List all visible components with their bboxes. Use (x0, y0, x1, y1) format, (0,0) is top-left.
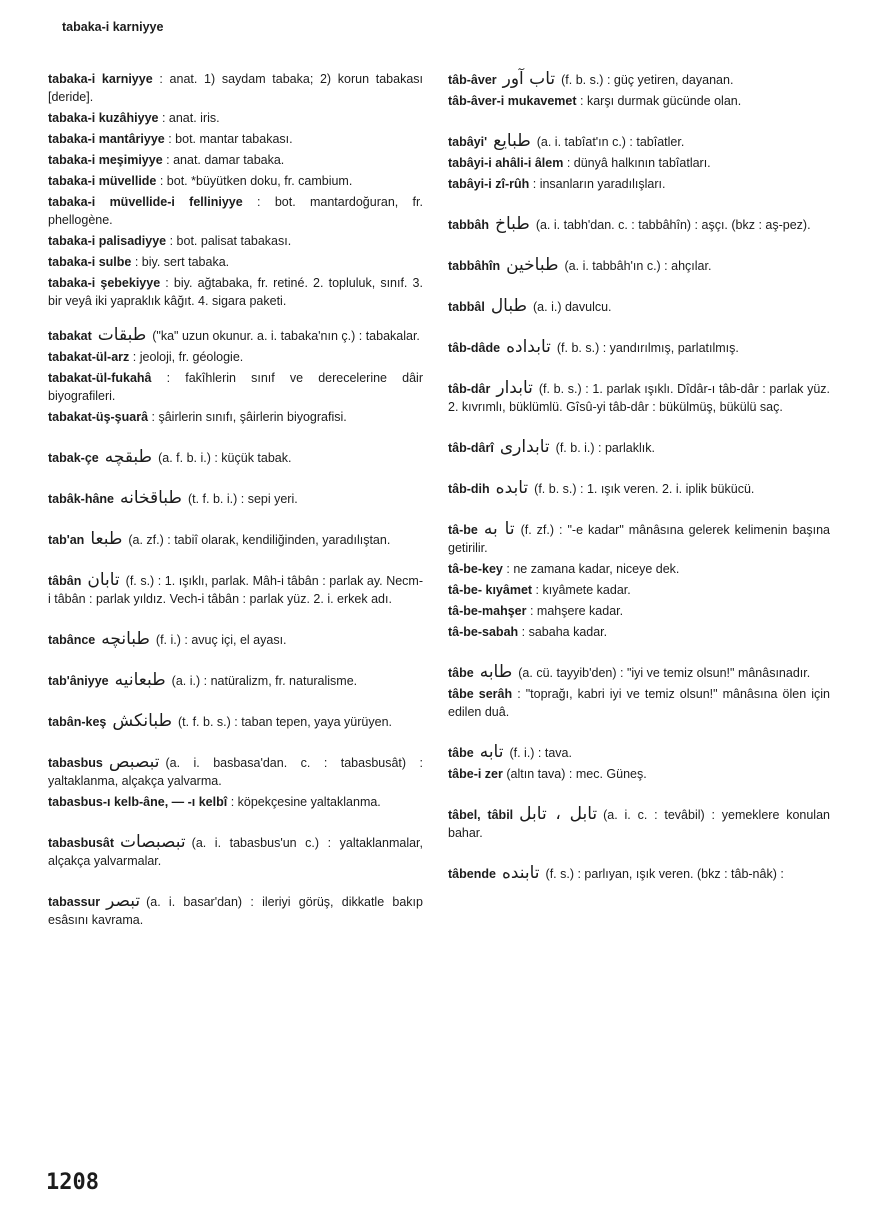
dictionary-entry (448, 256, 830, 275)
dictionary-entry (48, 109, 423, 127)
entry-definition: (a. i. basar'dan) : ileriyi görüş, dikkatle bakıp esâsını kavrama. (48, 895, 423, 927)
entry-arabic-script: طبانچه (101, 629, 150, 649)
entry-definition: : anat. 1) saydam tabaka; 2) korun tabakası [deride]. (48, 72, 424, 104)
entry-arabic-script: طباخ (494, 214, 530, 234)
entry-arabic-script: طبعا (90, 529, 123, 549)
dictionary-entry (448, 864, 830, 883)
entry-definition: (f. b. i.) : parlaklık. (555, 441, 655, 455)
dictionary-entry (48, 326, 423, 345)
entry-arabic-script: طبقچه (104, 447, 153, 467)
entry-headword: tabbâl (448, 300, 485, 314)
entry-headword: tab'an (48, 533, 85, 547)
running-head: tabaka-i karniyye (62, 20, 164, 34)
left-column (48, 70, 423, 932)
entry-definition: : biy. ağtabaka, fr. retiné. 2. topluluk, sınıf. 3. bir veyâ iki yapraklık kâğıt. 4. sigara paketi. (48, 276, 423, 308)
dictionary-entry (48, 193, 423, 229)
entry-definition: (f. b. s.) : yandırılmış, parlatılmış. (556, 341, 739, 355)
entry-headword: tâb-dâr (448, 382, 491, 396)
entry-headword: tâb-âver-i mukavemet (448, 94, 577, 108)
entry-arabic-script: طباقخانه (120, 488, 182, 508)
entry-headword: tâbe (448, 746, 474, 760)
entry-definition: : anat. iris. (161, 111, 220, 125)
dictionary-entry (48, 151, 423, 169)
entry-definition: (a. zf.) : tabiî olarak, kendiliğinden, yaradılıştan. (128, 533, 391, 547)
dictionary-entry (448, 560, 830, 578)
dictionary-entry (48, 448, 423, 467)
entry-headword: tabâyi-i zî-rûh (448, 177, 530, 191)
entry-headword: tabaka-i müvellide (48, 174, 157, 188)
entry-definition: : bot. *büyütken doku, fr. cambium. (159, 174, 353, 188)
entry-definition: ("ka" uzun okunur. a. i. tabaka'nın ç.) : tabakalar. (152, 329, 420, 343)
entry-headword: tabaka-i mantâriyye (48, 132, 165, 146)
entry-headword: tâ-be-sabah (448, 625, 519, 639)
right-column (448, 70, 830, 886)
entry-arabic-script: طبایع (493, 131, 531, 151)
entry-headword: tabasbusât (48, 836, 114, 850)
dictionary-entry (448, 92, 830, 110)
entry-definition: (f. s.) : 1. ışıklı, parlak. Mâh-i tâbân : parlak ay. Necm-i tâbân : parlak yıldız. Vech-i tâbân : parlak yüz. 2. i. erkek adı. (48, 574, 423, 606)
entry-headword: tâb-âver (448, 73, 497, 87)
dictionary-entry (48, 489, 423, 508)
dictionary-entry (48, 253, 423, 271)
entry-headword: tâbel, tâbil (448, 808, 514, 822)
dictionary-entry (48, 753, 423, 790)
entry-definition: (f. b. s.) : güç yetiren, dayanan. (561, 73, 734, 87)
page-number: 1208 (46, 1170, 99, 1195)
entry-arabic-script: تابان (87, 570, 120, 590)
entry-headword: tabaka-i karniyye (48, 72, 153, 86)
entry-headword: tâbe-i zer (448, 767, 503, 781)
entry-definition: (f. zf.) : "-e kadar" mânâsına gelerek kelimenin başına getirilir. (448, 523, 830, 555)
entry-definition: (a. i. basbasa'dan. c. : tabasbusât) : yaltaklanma, alçakça yalvarma. (48, 756, 423, 788)
entry-definition: : insanların yaradılışları. (532, 177, 666, 191)
entry-headword: tabaka-i şebekiyye (48, 276, 161, 290)
entry-headword: tâbe (448, 666, 474, 680)
entry-headword: tabaka-i meşimiyye (48, 153, 163, 167)
dictionary-entry (48, 671, 423, 690)
entry-definition: (a. i. tabasbus'un c.) : yaltaklanmalar, alçakça yalvarmalar. (48, 836, 423, 868)
entry-definition: : bot. mantar tabakası. (168, 132, 293, 146)
entry-arabic-script: تاب آور (502, 69, 556, 89)
entry-definition: : "toprağı, kabri iyi ve temiz olsun!" mânâsına ölen için edilen duâ. (448, 687, 830, 719)
entry-definition: (f. i.) : tava. (509, 746, 572, 760)
dictionary-entry (48, 833, 423, 870)
entry-arabic-script: طبانکش (112, 711, 172, 731)
dictionary-entry (48, 172, 423, 190)
entry-headword: tabbâhîn (448, 259, 501, 273)
entry-arabic-script: تابداده (506, 337, 551, 357)
entry-arabic-script: طبقات (97, 325, 147, 345)
entry-arabic-script: تابل ، تابل (519, 804, 598, 824)
entry-arabic-script: طباخين (506, 255, 559, 275)
dictionary-entry (48, 70, 423, 106)
dictionary-entry (448, 215, 830, 234)
entry-headword: tabânce (48, 633, 96, 647)
entry-headword: tâbe serâh (448, 687, 513, 701)
entry-headword: tabâyi-i ahâli-i âlem (448, 156, 564, 170)
entry-headword: tabâk-hâne (48, 492, 114, 506)
dictionary-entry (448, 743, 830, 762)
dictionary-entry (448, 154, 830, 172)
entry-arabic-script: تبصبص (108, 752, 160, 772)
dictionary-entry (448, 175, 830, 193)
entry-arabic-script: تابداری (499, 437, 550, 457)
entry-definition: : dünyâ halkının tabîatları. (566, 156, 711, 170)
entry-headword: tabân-keş (48, 715, 107, 729)
entry-definition: (a. i.) : natüralizm, fr. naturalisme. (171, 674, 358, 688)
dictionary-entry (48, 793, 423, 811)
entry-headword: tabakat-üş-şuarâ (48, 410, 149, 424)
entry-definition: (f. i.) : avuç içi, el ayası. (155, 633, 287, 647)
entry-definition: : köpekçesine yaltaklanma. (230, 795, 381, 809)
dictionary-entry (48, 530, 423, 549)
dictionary-entry (48, 571, 423, 608)
entry-definition: : jeoloji, fr. géologie. (132, 350, 244, 364)
entry-definition: : anat. damar tabaka. (166, 153, 285, 167)
dictionary-entry (448, 805, 830, 842)
entry-definition: (a. i. tabbâh'ın c.) : ahçılar. (564, 259, 712, 273)
dictionary-entry (448, 479, 830, 498)
entry-definition: (f. b. s.) : 1. ışık veren. 2. i. iplik bükücü. (534, 482, 755, 496)
dictionary-entry (448, 70, 830, 89)
entry-definition: : kıyâmete kadar. (535, 583, 631, 597)
entry-definition: : karşı durmak gücünde olan. (580, 94, 742, 108)
dictionary-entry (48, 130, 423, 148)
entry-definition: (a. i.) davulcu. (533, 300, 612, 314)
entry-definition: : bot. mantardoğuran, fr. phellogène. (48, 195, 423, 227)
entry-headword: tabakat-ül-fukahâ (48, 371, 152, 385)
dictionary-entry (448, 132, 830, 151)
dictionary-entry (448, 438, 830, 457)
dictionary-entry (448, 765, 830, 783)
dictionary-entry (448, 602, 830, 620)
entry-definition: (f. b. s.) : 1. parlak ışıklı. Dîdâr-ı tâb-dâr : parlak yüz. 2. kıvrımlı, büklümlü. Gîsû-yi tâb-dâr : bükülmüş, bükülü saç. (448, 382, 830, 414)
dictionary-entry (448, 520, 830, 557)
entry-definition: (a. i. tabh'dan. c. : tabbâhîn) : aşçı. (bkz : aş-pez). (535, 218, 811, 232)
entry-definition: : ne zamana kadar, niceye dek. (506, 562, 680, 576)
entry-headword: tâbende (448, 867, 496, 881)
entry-arabic-script: طابه (479, 662, 513, 682)
entry-arabic-script: تابنده (501, 863, 540, 883)
dictionary-entry (48, 892, 423, 929)
entry-headword: tâb-dâde (448, 341, 501, 355)
entry-definition: : şâirlerin sınıfı, şâirlerin biyografisi. (151, 410, 347, 424)
entry-headword: tabassur (48, 895, 101, 909)
entry-definition: (f. s.) : parlıyan, ışık veren. (bkz : tâb-nâk) : (545, 867, 784, 881)
entry-headword: tabak-çe (48, 451, 99, 465)
entry-arabic-script: طبعانیه (114, 670, 166, 690)
dictionary-entry (48, 369, 423, 405)
dictionary-entry (448, 297, 830, 316)
entry-arabic-script: تبصبصات (120, 832, 186, 852)
entry-headword: tâ-be- kıyâmet (448, 583, 533, 597)
entry-definition: : sabaha kadar. (521, 625, 608, 639)
dictionary-entry (448, 623, 830, 641)
entry-headword: tâb-dih (448, 482, 490, 496)
entry-headword: tâ-be-mahşer (448, 604, 527, 618)
dictionary-entry (48, 408, 423, 426)
dictionary-entry (448, 663, 830, 682)
entry-definition: : bot. palisat tabakası. (169, 234, 292, 248)
dictionary-entry (448, 379, 830, 416)
entry-headword: tabaka-i müvellide-i felliniyye (48, 195, 243, 209)
entry-headword: tabbâh (448, 218, 489, 232)
entry-arabic-script: تا به (483, 519, 515, 539)
entry-headword: tabakat (48, 329, 92, 343)
entry-headword: tabâyi' (448, 135, 488, 149)
dictionary-entry (48, 630, 423, 649)
entry-headword: tâbân (48, 574, 82, 588)
entry-arabic-script: تابده (495, 478, 529, 498)
entry-headword: tabaka-i kuzâhiyye (48, 111, 159, 125)
entry-definition: (altın tava) : mec. Güneş. (506, 767, 647, 781)
entry-headword: tab'âniyye (48, 674, 109, 688)
entry-arabic-script: تابه (479, 742, 504, 762)
dictionary-entry (448, 685, 830, 721)
entry-definition: : mahşere kadar. (529, 604, 624, 618)
dictionary-entry (448, 581, 830, 599)
entry-definition: : fakîhlerin sınıf ve derecelerine dâir biyografileri. (48, 371, 423, 403)
dictionary-entry (48, 232, 423, 250)
entry-definition: (a. i. c. : tevâbil) : yemeklere konulan bahar. (448, 808, 830, 840)
entry-headword: tabaka-i palisadiyye (48, 234, 167, 248)
entry-headword: tabasbus (48, 756, 103, 770)
dictionary-entry (48, 274, 423, 310)
entry-headword: tabakat-ül-arz (48, 350, 130, 364)
dictionary-entry (48, 348, 423, 366)
entry-headword: tâ-be (448, 523, 478, 537)
entry-definition: (t. f. b. i.) : sepi yeri. (187, 492, 298, 506)
entry-headword: tabaka-i sulbe (48, 255, 132, 269)
entry-definition: (a. cü. tayyib'den) : "iyi ve temiz olsun!" mânâsınadır. (518, 666, 811, 680)
entry-headword: tâ-be-key (448, 562, 503, 576)
entry-arabic-script: تبصر (106, 891, 141, 911)
entry-definition: (a. i. tabîat'ın c.) : tabîatler. (536, 135, 685, 149)
entry-definition: (t. f. b. s.) : taban tepen, yaya yürüyen. (178, 715, 393, 729)
entry-arabic-script: طبال (490, 296, 528, 316)
entry-definition: (a. f. b. i.) : küçük tabak. (158, 451, 292, 465)
entry-definition: : biy. sert tabaka. (134, 255, 230, 269)
entry-headword: tâb-dârî (448, 441, 494, 455)
dictionary-entry (448, 338, 830, 357)
entry-arabic-script: تابدار (496, 378, 533, 398)
entry-headword: tabasbus-ı kelb-âne, — -ı kelbî (48, 795, 228, 809)
dictionary-entry (48, 712, 423, 731)
